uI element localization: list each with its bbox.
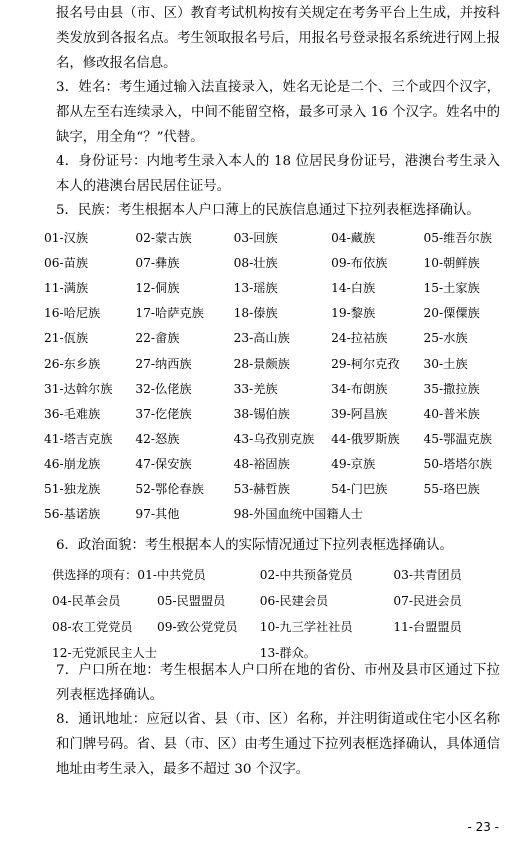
ethnic-group-item: 17-哈萨克族	[135, 306, 204, 321]
ethnic-group-item: 08-壮族	[233, 256, 278, 271]
ethnic-group-item: 54-门巴族	[331, 481, 388, 496]
ethnic-group-item: 06-苗族	[44, 256, 89, 271]
paragraph-political-status	[28, 534, 500, 559]
paragraph-text: 6．政治面貌：考生根据本人的实际情况通过下拉列表框选择确认。	[56, 538, 453, 553]
political-status-item: 02-中共预备党员	[259, 567, 353, 582]
political-status-item: 11-台盟盟员	[393, 619, 462, 634]
ethnic-group-row	[44, 275, 513, 300]
ethnic-group-item: 49-京族	[331, 456, 376, 471]
ethnic-group-item: 33-羌族	[233, 381, 278, 396]
ethnic-group-row	[44, 376, 513, 401]
paragraph-registration-number	[28, 2, 500, 76]
ethnic-group-item: 09-布依族	[331, 256, 388, 271]
page-number: - 23 -	[467, 820, 499, 834]
ethnic-group-item: 40-普米族	[423, 406, 480, 421]
paragraph-mailing-address	[28, 708, 500, 782]
ethnic-group-item: 30-土族	[423, 356, 468, 371]
ethnic-group-item: 36-毛难族	[44, 406, 101, 421]
ethnic-group-item: 56-基诺族	[44, 507, 101, 522]
paragraph-text: 7．户口所在地：考生根据本人户口所在地的省份、市州及县市区通过下拉列表框选择确认。	[56, 663, 500, 703]
ethnic-group-row	[44, 401, 513, 426]
ethnic-group-item: 45-鄂温克族	[423, 431, 492, 446]
paragraph-text: 报名号由县（市、区）教育考试机构按有关规定在考务平台上生成，并按科类发放到各报名点。考生领取报名号后，用报名号登录报名系统进行网上报名，修改报名信息。	[56, 6, 500, 71]
ethnic-group-item: 43-乌孜别克族	[233, 431, 315, 446]
ethnic-group-item: 53-赫哲族	[233, 481, 290, 496]
ethnic-group-item: 35-撒拉族	[423, 381, 480, 396]
ethnic-group-item: 50-塔塔尔族	[423, 456, 492, 471]
ethnic-group-item: 04-藏族	[331, 231, 376, 246]
ethnic-group-item: 31-达斡尔族	[44, 381, 113, 396]
political-status-item: 08-农工党党员	[52, 619, 133, 634]
ethnic-group-item: 32-仫佬族	[135, 381, 192, 396]
ethnic-group-item: 29-柯尔克孜	[331, 356, 400, 371]
paragraph-text: 3．姓名：考生通过输入法直接录入，姓名无论是二个、三个或四个汉字，都从左至右连续录入，中间不能留空格，最多可录入 16 个汉字。姓名中的缺字，用全角“？”代替。	[56, 80, 500, 145]
political-status-list	[52, 561, 513, 665]
paragraph-household-location	[28, 659, 500, 709]
ethnic-group-item: 52-鄂伦春族	[135, 481, 204, 496]
ethnic-group-item: 20-傈僳族	[423, 306, 480, 321]
ethnic-group-item: 48-裕固族	[233, 456, 290, 471]
ethnic-group-item: 26-东乡族	[44, 356, 101, 371]
ethnic-group-item: 44-俄罗斯族	[331, 431, 400, 446]
ethnic-group-item: 01-汉族	[44, 231, 89, 246]
political-status-item: 04-民革会员	[52, 593, 121, 608]
ethnic-group-row	[44, 451, 513, 476]
ethnic-group-row	[44, 325, 513, 350]
ethnic-group-item: 47-保安族	[135, 456, 192, 471]
paragraph-name	[28, 76, 500, 150]
paragraph-text: 5．民族：考生根据本人户口薄上的民族信息通过下拉列表框选择确认。	[56, 203, 480, 218]
ethnic-group-item: 03-回族	[233, 231, 278, 246]
ethnic-group-item: 13-瑶族	[233, 281, 278, 296]
political-status-item: 13-群众。	[259, 645, 316, 660]
ethnic-group-item: 02-蒙古族	[135, 231, 192, 246]
ethnic-group-row	[44, 426, 513, 451]
ethnic-group-row	[44, 250, 513, 275]
political-status-item: 供选择的项有：01-中共党员	[52, 567, 206, 582]
ethnic-group-row	[44, 501, 513, 526]
ethnic-group-item: 19-黎族	[331, 306, 376, 321]
political-status-item: 07-民进会员	[393, 593, 462, 608]
ethnic-group-row	[44, 476, 513, 501]
ethnic-group-item: 38-锡伯族	[233, 406, 290, 421]
ethnic-group-item: 18-傣族	[233, 306, 278, 321]
political-status-row	[52, 613, 513, 639]
ethnic-group-row	[44, 300, 513, 325]
paragraph-text: 8．通讯地址：应冠以省、县（市、区）名称，并注明街道或住宅小区名称和门牌号码。省、县（市、区）由考生通过下拉列表框选择确认，具体通信地址由考生录入，最多不超过 30 个汉字。	[56, 712, 500, 777]
ethnic-group-item: 07-彝族	[135, 256, 180, 271]
ethnic-group-row	[44, 225, 513, 250]
ethnic-group-item: 42-怒族	[135, 431, 180, 446]
ethnic-group-row	[44, 350, 513, 375]
political-status-item: 12-无党派民主人士	[52, 645, 157, 660]
paragraph-ethnicity	[28, 199, 500, 224]
ethnic-group-item: 23-高山族	[233, 331, 290, 346]
ethnic-group-item: 98-外国血统中国籍人士	[233, 507, 363, 522]
ethnic-group-item: 97-其他	[135, 507, 180, 522]
paragraph-id-number	[28, 150, 500, 200]
ethnic-group-item: 24-拉祜族	[331, 331, 388, 346]
political-status-item: 06-民建会员	[259, 593, 329, 608]
ethnic-group-item: 27-纳西族	[135, 356, 192, 371]
ethnic-group-item: 46-崩龙族	[44, 456, 101, 471]
political-status-item: 05-民盟盟员	[156, 593, 226, 608]
political-status-row	[52, 561, 513, 587]
paragraph-text: 4．身份证号：内地考生录入本人的 18 位居民身份证号，港澳台考生录入本人的港澳台居民居住证号。	[56, 154, 500, 194]
ethnic-group-item: 10-朝鲜族	[423, 256, 480, 271]
political-status-item: 09-致公党党员	[156, 619, 238, 634]
political-status-row	[52, 587, 513, 613]
ethnic-group-item: 21-佤族	[44, 331, 89, 346]
ethnic-group-item: 55-珞巴族	[423, 481, 480, 496]
ethnic-group-item: 34-布朗族	[331, 381, 388, 396]
political-status-item: 03-共青团员	[393, 567, 462, 582]
ethnic-group-item: 05-维吾尔族	[423, 231, 492, 246]
ethnic-group-item: 11-满族	[44, 281, 89, 296]
ethnic-group-item: 12-侗族	[135, 281, 180, 296]
ethnic-group-list	[44, 225, 513, 526]
ethnic-group-item: 28-景颇族	[233, 356, 290, 371]
ethnic-group-item: 51-独龙族	[44, 481, 101, 496]
ethnic-group-item: 37-仡佬族	[135, 406, 192, 421]
ethnic-group-item: 41-塔吉克族	[44, 431, 113, 446]
political-status-item: 10-九三学社社员	[259, 619, 353, 634]
ethnic-group-item: 16-哈尼族	[44, 306, 101, 321]
ethnic-group-item: 25-水族	[423, 331, 468, 346]
ethnic-group-item: 22-畲族	[135, 331, 180, 346]
ethnic-group-item: 14-白族	[331, 281, 376, 296]
ethnic-group-item: 39-阿昌族	[331, 406, 388, 421]
ethnic-group-item: 15-土家族	[423, 281, 480, 296]
